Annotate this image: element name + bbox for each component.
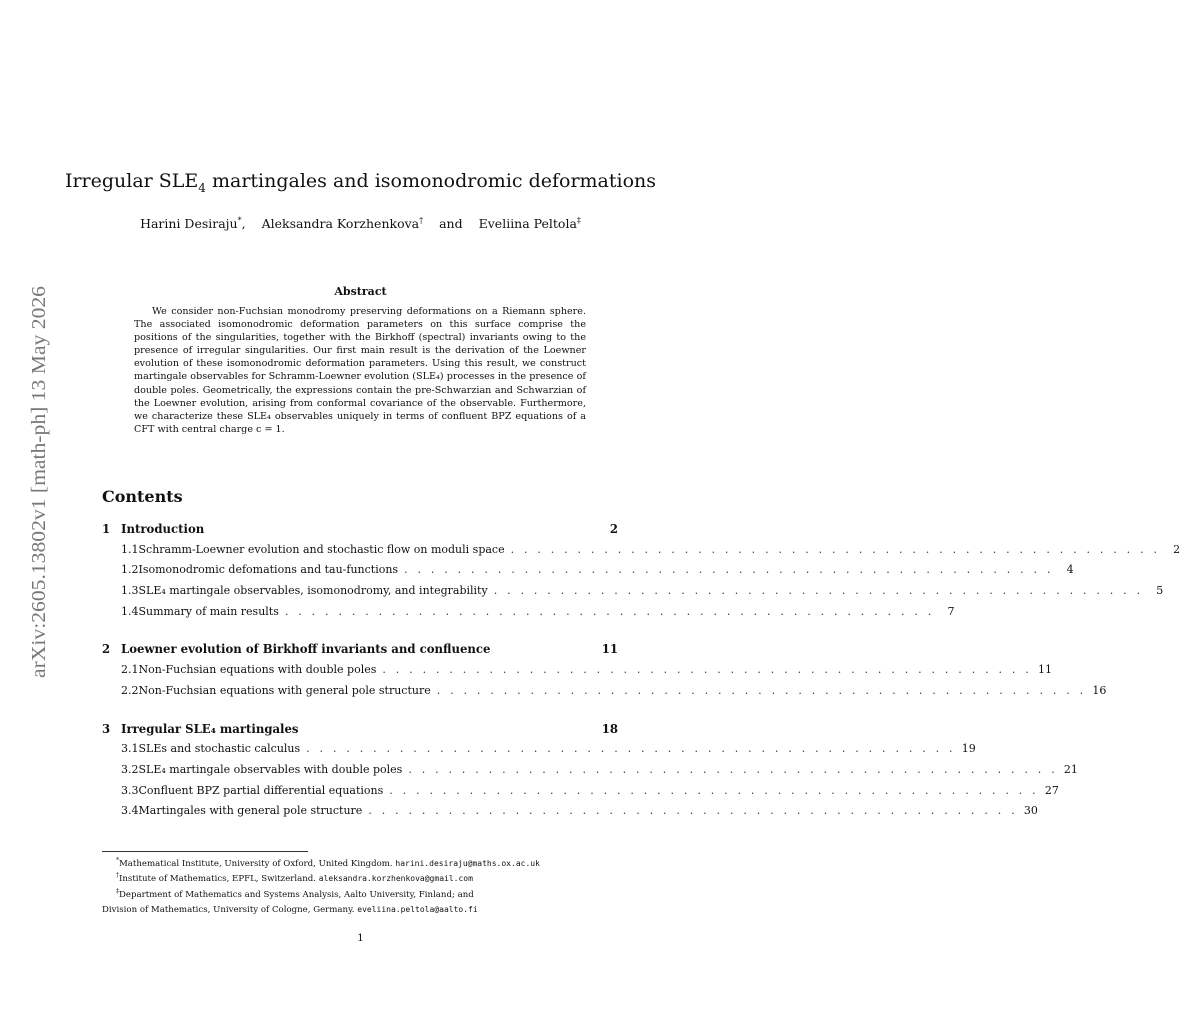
toc-section-title: Introduction (121, 522, 205, 536)
toc-section (102, 642, 1107, 704)
toc-subsection-title: SLEs and stochastic calculus (138, 742, 301, 756)
authors-and: and (439, 216, 463, 232)
toc-subsection-entry[interactable] (102, 584, 1164, 605)
toc-leader: . . . . . . . . . . . . . . . . . . . . . . . . . . . . . . . . . . . . . . . . . . . . . . . . . (368, 804, 1018, 818)
table-of-contents (102, 522, 1180, 825)
footnote-mark: † (116, 872, 119, 880)
toc-subsection-page: 30 (1023, 804, 1038, 818)
toc-subsection-title: Non-Fuchsian equations with general pole structure (138, 683, 431, 697)
toc-subsection-entry[interactable] (102, 783, 1059, 805)
toc-section-title: Loewner evolution of Birkhoff invariants and confluence (121, 642, 491, 657)
toc-leader: . . . . . . . . . . . . . . . . . . . . . . . . . . . . . . . . . . . . . . . . . . . . . . . . . (404, 563, 1054, 577)
footnote (102, 886, 622, 901)
toc-leader: . . . . . . . . . . . . . . . . . . . . . . . . . . . . . . . . . . . . . . . . . . . . . . . . . (382, 663, 1032, 677)
toc-subsection-entry[interactable] (102, 683, 1107, 705)
toc-subsection-entry[interactable] (102, 542, 1180, 564)
footnote-email[interactable]: harini.desiraju@maths.ox.ac.uk (395, 858, 540, 868)
toc-subsection-number: 2.2 (121, 683, 139, 697)
toc-section-title: Irregular SLE₄ martingales (121, 721, 299, 736)
toc-subsection-number: 1.1 (121, 542, 139, 556)
toc-section-page: 2 (609, 522, 618, 536)
toc-subsection-page: 27 (1044, 783, 1059, 797)
footnote-mark: ‡ (116, 887, 119, 895)
toc-subsection-title: SLE₄ martingale observables, isomonodromy, and integrability (138, 584, 488, 598)
toc-subsection-title: Confluent BPZ partial differential equations (138, 783, 384, 797)
toc-leader: . . . . . . . . . . . . . . . . . . . . . . . . . . . . . . . . . . . . . . . . . . . . . . . . . (436, 683, 1087, 697)
toc-subsection-number: 3.3 (121, 783, 139, 797)
contents-heading: Contents (102, 487, 183, 506)
toc-subsection-title: Isomonodromic defomations and tau-functions (138, 563, 399, 577)
footnote-text: Mathematical Institute, University of Oxford, United Kingdom. (119, 858, 393, 869)
toc-subsection-page: 2 (1173, 542, 1180, 556)
footnote-email[interactable]: eveliina.peltola@aalto.fi (357, 905, 478, 915)
toc-subsection-page: 21 (1063, 762, 1078, 776)
author: Aleksandra Korzhenkova† (261, 216, 424, 232)
toc-subsection-title: Summary of main results (138, 604, 279, 618)
footnote-text: Department of Mathematics and Systems Analysis, Aalto University, Finland; and (119, 889, 474, 900)
arxiv-stamp (15, 283, 55, 678)
paper-title (0, 170, 721, 195)
toc-subsection-page: 11 (1037, 663, 1052, 677)
toc-section (102, 522, 1180, 625)
footnote-text: Division of Mathematics, University of Cologne, Germany. (102, 905, 355, 916)
toc-subsection-page: 7 (947, 604, 955, 618)
toc-subsection-title: Non-Fuchsian equations with double poles (138, 663, 377, 677)
toc-section-number: 1 (102, 522, 111, 536)
toc-subsection-title: SLE₄ martingale observables with double poles (138, 762, 403, 776)
toc-subsection-number: 1.2 (121, 563, 139, 577)
footnote-mark: * (116, 857, 119, 864)
toc-subsection-number: 3.4 (121, 804, 139, 818)
title-suffix: martingales and isomonodromic deformations (205, 170, 657, 192)
footnotes (102, 855, 622, 917)
toc-section-entry[interactable] (102, 642, 618, 663)
toc-subsection-entry[interactable] (102, 804, 1038, 825)
toc-leader: . . . . . . . . . . . . . . . . . . . . . . . . . . . . . . . . . . . . . . . . . . . . . . . . . (493, 584, 1144, 598)
toc-subsection-entry[interactable] (102, 742, 976, 763)
toc-subsection-number: 2.1 (121, 663, 139, 677)
footnote (102, 901, 622, 916)
toc-subsection-title: Martingales with general pole structure (138, 804, 363, 818)
toc-section-entry[interactable] (102, 722, 618, 743)
footnote-text: Institute of Mathematics, EPFL, Switzerland. (119, 874, 317, 885)
toc-subsection-entry[interactable] (102, 604, 955, 626)
footnote-rule (102, 851, 308, 852)
toc-leader: . . . . . . . . . . . . . . . . . . . . . . . . . . . . . . . . . . . . . . . . . . . . . . . . . (510, 542, 1161, 556)
toc-subsection-page: 5 (1156, 584, 1164, 598)
arxiv-stamp-text: arXiv:2605.13802v1 [math-ph] 13 May 2026 (28, 315, 50, 678)
toc-subsection-title: Schramm-Loewner evolution and stochastic flow on moduli space (138, 542, 505, 556)
toc-section-number: 2 (102, 642, 111, 657)
toc-subsection-page: 4 (1066, 563, 1074, 577)
abstract-heading: Abstract (334, 285, 387, 298)
toc-section-number: 3 (102, 721, 111, 736)
page-number: 1 (357, 932, 364, 944)
abstract-text: We consider non-Fuchsian monodromy preserving deformations on a Riemann sphere. The associated isomonodromic deformation parameters on this surface comprise the positions of the singularities, together with the Birkhoff (spectral) invariants owing to the presence of irregular singularities. Our first main result is the derivation of the Loewner evolution of these isomonodromic deformation parameters. Using this result, we construct martingale observables for Schramm-Loewner evolution (SLE₄) processes in the presence of double poles. Geometrically, the expressions contain the pre-Schwarzian and Schwarzian of the Loewner evolution, arising from conformal covariance of the observable. Furthermore, we characterize these SLE₄ observables uniquely in terms of confluent BPZ equations of a CFT with central charge c = 1. (134, 306, 586, 435)
toc-section-entry[interactable] (102, 522, 618, 543)
toc-leader: . . . . . . . . . . . . . . . . . . . . . . . . . . . . . . . . . . . . . . . . . . . . . . . . . (408, 762, 1058, 776)
toc-subsection-number: 1.3 (121, 584, 139, 598)
toc-leader: . . . . . . . . . . . . . . . . . . . . . . . . . . . . . . . . . . . . . . . . . . . . . . . . . (306, 742, 956, 756)
toc-section-page: 11 (601, 642, 618, 657)
toc-leader: . . . . . . . . . . . . . . . . . . . . . . . . . . . . . . . . . . . . . . . . . . . . . . . . . (284, 604, 935, 618)
toc-subsection-number: 3.1 (121, 742, 139, 756)
toc-subsection-entry[interactable] (102, 762, 1078, 784)
toc-subsection-page: 19 (961, 742, 976, 756)
author: Harini Desiraju*, (140, 216, 246, 232)
toc-subsection-page: 16 (1092, 683, 1107, 697)
toc-section-page: 18 (601, 721, 618, 736)
title-subscript: 4 (198, 180, 206, 195)
title-prefix: Irregular SLE (64, 170, 199, 192)
footnote-email[interactable]: aleksandra.korzhenkova@gmail.com (318, 874, 473, 884)
toc-subsection-number: 1.4 (121, 604, 139, 618)
toc-leader: . . . . . . . . . . . . . . . . . . . . . . . . . . . . . . . . . . . . . . . . . . . . . . . . . (389, 783, 1039, 797)
author-list (0, 216, 721, 231)
author: Eveliina Peltola‡ (478, 216, 581, 232)
footnote (102, 855, 622, 870)
toc-subsection-entry[interactable] (102, 563, 1074, 584)
toc-section (102, 721, 1078, 825)
toc-subsection-entry[interactable] (102, 663, 1052, 684)
toc-subsection-number: 3.2 (121, 762, 139, 776)
footnote (102, 870, 622, 885)
